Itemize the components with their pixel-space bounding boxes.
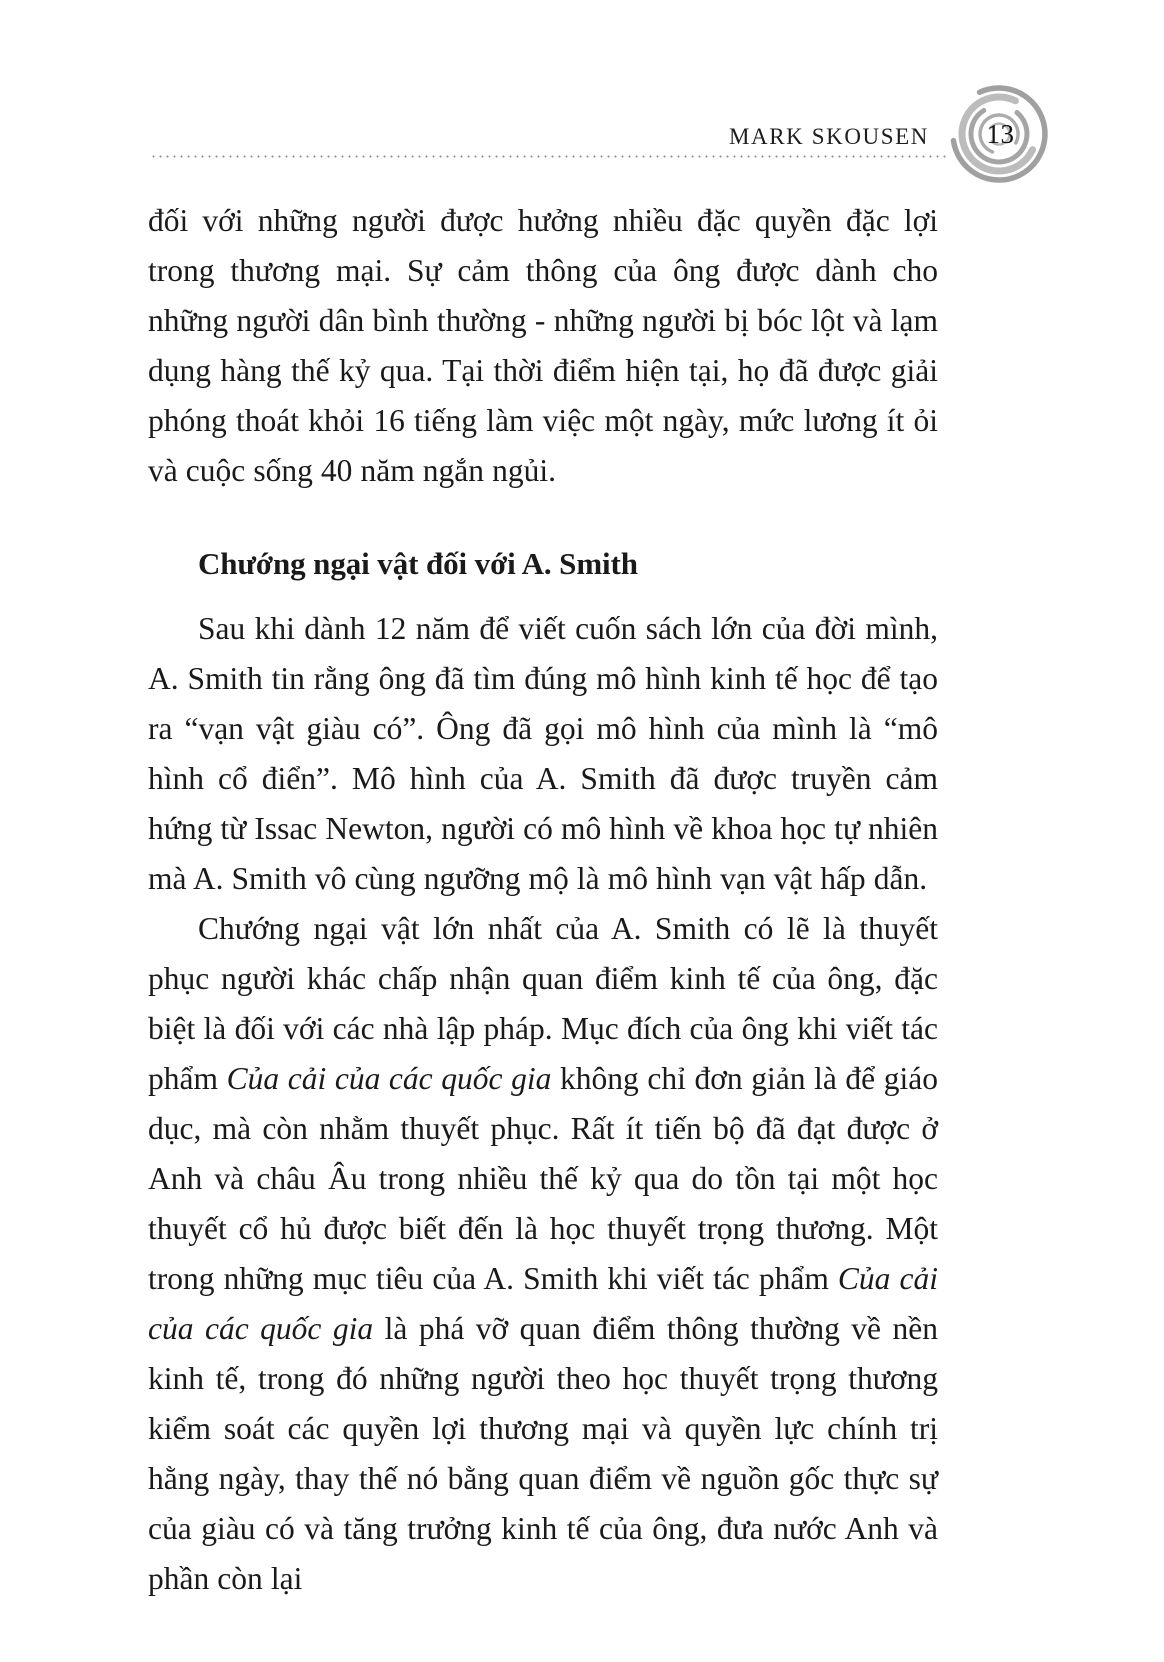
page-number: 13 xyxy=(986,118,1015,149)
section-subheading: Chướng ngại vật đối với A. Smith xyxy=(198,546,638,581)
paragraph-text-segment: là phá vỡ quan điểm thông thường về nền kinh tế, trong đó những người theo học thuyết trọng thương kiểm soát các quyền lợi thương mại và quyền lực chính trị hằng ngày, thay thế nó bằng quan điểm về nguồn gốc thực sự của giàu có và tăng trưởng kinh tế của ông, đưa nước Anh và phần còn lại xyxy=(148,1311,938,1596)
paragraph-text-segment: không chỉ đơn giản là để giáo dục, mà còn nhằm thuyết phục. Rất ít tiến bộ đã đạt được ở Anh và châu Âu trong nhiều thế kỷ qua do tồn tại một học thuyết cổ hủ được biết đến là học thuyết trọng thương. Một trong những mục tiêu của A. Smith khi viết tác phẩm xyxy=(148,1061,938,1296)
paragraph-smith-model: Sau khi dành 12 năm để viết cuốn sách lớn của đời mình, A. Smith tin rằng ông đã tìm đúng mô hình kinh tế học để tạo ra “vạn vật giàu có”. Ông đã gọi mô hình của mình là “mô hình cổ điển”. Mô hình của A. Smith đã được truyền cảm hứng từ Issac Newton, người có mô hình về khoa học tự nhiên mà A. Smith vô cùng ngưỡng mộ là mô hình vạn vật hấp dẫn. xyxy=(148,611,938,896)
paragraph-text-segment: Chướng ngại vật lớn nhất của A. Smith có lẽ là thuyết phục người khác chấp nhận quan điểm kinh tế của ông, đặc biệt là đối với các nhà lập pháp. Mục đích của ông khi viết tác phẩm xyxy=(148,911,938,1096)
paragraph-smith-obstacle xyxy=(148,904,938,1604)
paragraph-continuation: đối với những người được hưởng nhiều đặc quyền đặc lợi trong thương mại. Sự cảm thông của ông được dành cho những người dân bình thường - những người bị bóc lột và lạm dụng hàng thế kỷ qua. Tại thời điểm hiện tại, họ đã được giải phóng thoát khỏi 16 tiếng làm việc một ngày, mức lương ít ỏi và cuộc sống 40 năm ngắn ngủi. xyxy=(148,203,938,488)
text-column xyxy=(148,196,938,1604)
header-dotted-rule xyxy=(150,155,950,158)
book-title-italic: Của cải của các quốc gia xyxy=(148,1261,938,1346)
running-title: MARK SKOUSEN xyxy=(728,124,929,149)
book-title-italic: Của cải của các quốc gia xyxy=(226,1061,552,1096)
page-header xyxy=(150,96,1015,158)
